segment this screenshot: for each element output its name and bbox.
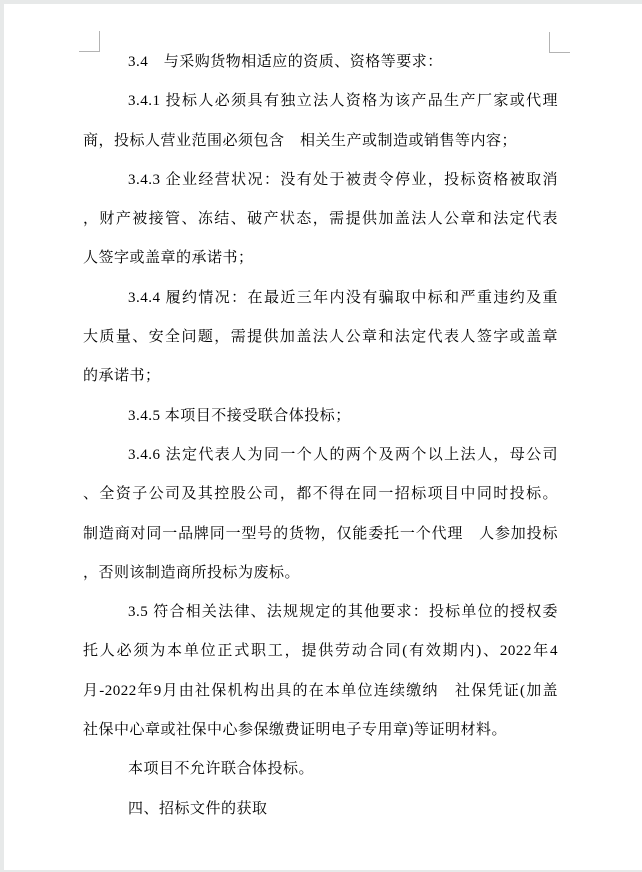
- text-line: 3.4.5 本项目不接受联合体投标；: [128, 407, 351, 424]
- text-line: 本项目不允许联合体投标。: [128, 761, 315, 778]
- text-line: 人签字或盖章的承诺书；: [83, 250, 254, 267]
- text-line: 、全资子公司及其控股公司，都不得在同一招标项目中同时投标。: [83, 486, 558, 503]
- text-line: 托人必须为本单位正式职工，提供劳动合同(有效期内)、2022年4: [83, 643, 558, 660]
- text-line: 3.4.4 履约情况：在最近三年内没有骗取中标和严重违约及重: [128, 289, 558, 306]
- text-line: 3.4 与采购货物相适应的资质、资格等要求：: [128, 54, 443, 70]
- text-line: 月-2022年9月由社保机构出具的在本单位连续缴纳 社保凭证(加盖: [83, 682, 558, 699]
- text-line: ，否则该制造商所投标为废标。: [83, 564, 301, 581]
- text-line: 制造商对同一品牌同一型号的货物，仅能委托一个代理 人参加投标: [83, 525, 558, 542]
- text-line: 四、招标文件的获取: [128, 800, 268, 817]
- page-left-edge: [0, 0, 4, 872]
- text-line: 社保中心章或社保中心参保缴费证明电子专用章)等证明材料。: [83, 722, 507, 739]
- text-line: 的承诺书；: [83, 368, 161, 385]
- page-top-edge: [0, 0, 642, 4]
- text-line: 3.4.1 投标人必须具有独立法人资格为该产品生产厂家或代理: [128, 93, 558, 110]
- text-line: 商，投标人营业范围必须包含 相关生产或制造或销售等内容；: [83, 132, 518, 149]
- text-line: 3.4.3 企业经营状况：没有处于被责令停业，投标资格被取消: [128, 171, 558, 188]
- document-text-area: [83, 43, 558, 829]
- text-line: 3.4.6 法定代表人为同一个人的两个及两个以上法人，母公司: [128, 446, 558, 463]
- text-line: ，财产被接管、冻结、破产状态，需提供加盖法人公章和法定代表: [83, 211, 558, 228]
- text-line: 大质量、安全问题，需提供加盖法人公章和法定代表人签字或盖章: [83, 329, 558, 346]
- text-line: 3.5 符合相关法律、法规规定的其他要求：投标单位的授权委: [128, 604, 558, 621]
